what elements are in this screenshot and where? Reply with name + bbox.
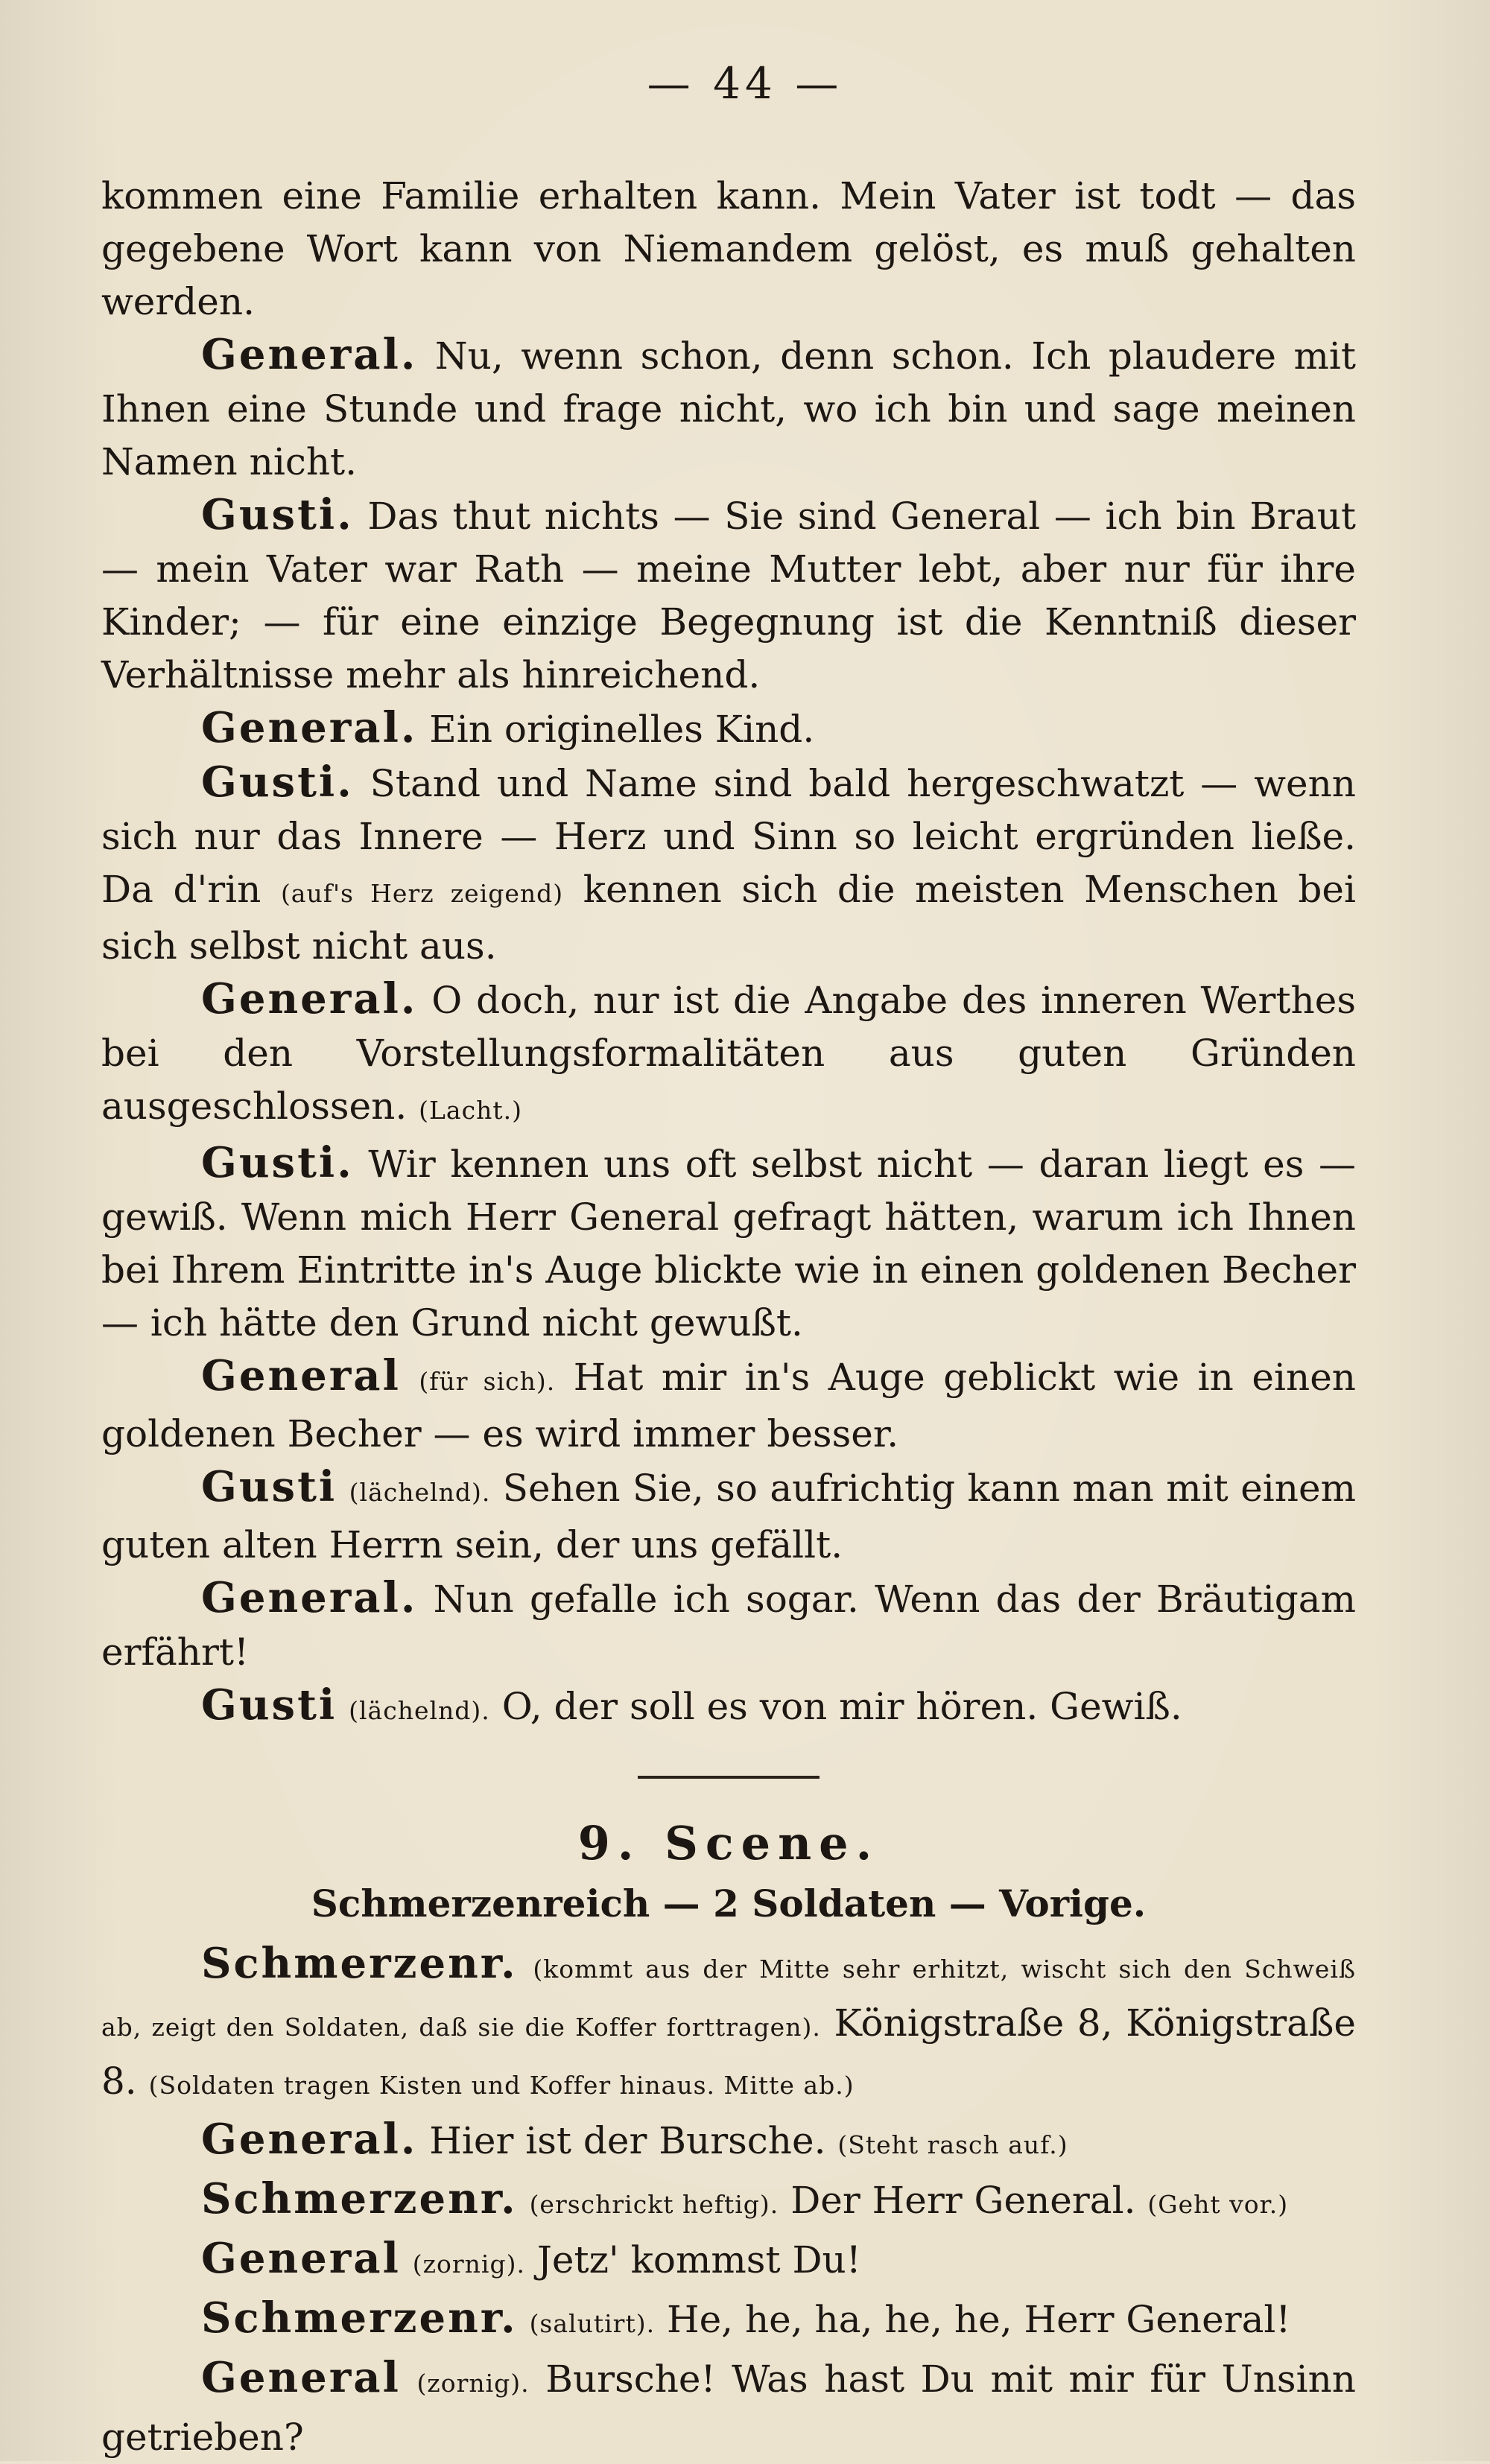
speech-text: Stand und Name sind bald hergeschwatzt — wenn sich nur das Innere — Herz und Sinn so leicht ergründen ließe. Da d'rin	[101, 762, 1356, 911]
stage-direction: (Steht rasch auf.)	[837, 2130, 1068, 2159]
dialogue-line	[101, 1937, 1356, 2112]
speech-text: Hier ist der Bursche.	[429, 2119, 826, 2162]
stage-direction: (Lacht.)	[419, 1096, 522, 1125]
speaker-name: Gusti.	[201, 490, 354, 539]
speaker-name: General.	[201, 2115, 418, 2164]
stage-direction: (zornig).	[416, 2369, 530, 2398]
page-number: — 44 —	[647, 58, 843, 109]
dialogue-line	[101, 489, 1356, 702]
stage-direction: (Soldaten tragen Kisten und Koffer hinaus. Mitte ab.)	[148, 2071, 855, 2100]
scene-cast: Schmerzenreich — 2 Soldaten — Vorige.	[311, 1882, 1147, 1925]
speaker-name: Schmerzenr.	[201, 2293, 518, 2343]
stage-direction: (lächelnd).	[349, 1478, 491, 1507]
dialogue-line	[101, 328, 1356, 489]
stage-direction: (für sich).	[419, 1367, 556, 1396]
stage-direction: (salutirt).	[529, 2309, 656, 2338]
speaker-name: General	[201, 1351, 401, 1400]
dialogue-line	[101, 2351, 1356, 2464]
stage-direction: (erschrickt heftig).	[529, 2190, 779, 2219]
speaker-name: General.	[201, 703, 418, 752]
speech-text: kennen sich die meisten Menschen bei sich selbst nicht aus.	[101, 868, 1356, 968]
stage-direction: (Geht vor.)	[1147, 2190, 1289, 2219]
speech-text: Das thut nichts — Sie sind General — ich bin Braut — mein Vater war Rath — meine Mutter lebt, aber nur für ihre Kinder; — für eine einzige Begegnung ist die Kenntniß dieser Verhältnisse mehr als hinreichend.	[101, 495, 1356, 696]
dialogue-line	[101, 1572, 1356, 1679]
speech-text: O doch, nur ist die Angabe des inneren Werthes bei den Vorstellungsformalitäten aus guten Gründen ausgeschlossen.	[101, 979, 1356, 1128]
continuation-paragraph: kommen eine Familie erhalten kann. Mein Vater ist todt — das gegebene Wort kann von Niemandem gelöst, es muß gehalten werden.	[101, 174, 1356, 323]
speaker-name: General	[201, 2353, 401, 2402]
speaker-name: Schmerzenr.	[201, 2174, 518, 2223]
dialogue-line	[101, 1137, 1356, 1350]
speech-text: Wir kennen uns oft selbst nicht — daran liegt es — gewiß. Wenn mich Herr General gefragt hätten, warum ich Ihnen bei Ihrem Eintritte in's Auge blickte wie in einen goldenen Becher — ich hätte den Grund nicht gewußt.	[101, 1143, 1356, 1344]
speech-text: Königstraße 8, Königstraße 8.	[101, 2001, 1356, 2103]
dialogue-line	[101, 2232, 1356, 2291]
speech-text: Bursche! Was hast Du mit mir für Unsinn getrieben?	[101, 2357, 1356, 2459]
dialogue-line	[101, 973, 1356, 1137]
section-divider	[638, 1776, 820, 1779]
speaker-name: General.	[201, 330, 418, 379]
speaker-name: Gusti	[201, 1462, 337, 1511]
speech-text: Hat mir in's Auge geblickt wie in einen goldenen Becher — es wird immer besser.	[101, 1356, 1356, 1455]
speech-text: He, he, ha, he, he, Herr General!	[666, 2298, 1291, 2341]
stage-direction: (lächelnd).	[349, 1696, 490, 1725]
dialogue-line	[101, 1350, 1356, 1461]
scene-section	[101, 1812, 1356, 2464]
speech-text: Der Herr General.	[790, 2179, 1136, 2222]
speech-text: Jetz' kommst Du!	[536, 2238, 861, 2282]
dialogue-line	[101, 1461, 1356, 1572]
dialogue-line	[101, 756, 1356, 973]
dialogue-line	[101, 2112, 1356, 2172]
speech-text: Sehen Sie, so aufrichtig kann man mit einem guten alten Herrn sein, der uns gefällt.	[101, 1467, 1356, 1566]
scene-title: 9. Scene.	[577, 1816, 880, 1870]
speech-text: O, der soll es von mir hören. Gewiß.	[501, 1685, 1182, 1728]
stage-direction: (zornig).	[412, 2249, 525, 2279]
speech-text: Ein originelles Kind.	[429, 708, 815, 751]
page-text	[101, 170, 1356, 2464]
dialogue-line	[101, 2172, 1356, 2232]
dialogue-line	[101, 702, 1356, 756]
speaker-name: General.	[201, 974, 418, 1023]
stage-direction: (auf's Herz zeigend)	[280, 879, 564, 908]
speaker-name: General.	[201, 1573, 418, 1622]
stage-direction: (kommt aus der Mitte sehr erhitzt, wischt sich den Schweiß ab, zeigt den Soldaten, daß sie die Koffer forttragen).	[101, 1955, 1356, 2042]
dialogue-line	[101, 2291, 1356, 2351]
speaker-name: Gusti	[201, 1680, 337, 1730]
speaker-name: Gusti.	[201, 1138, 354, 1187]
speaker-name: Schmerzenr.	[201, 1939, 518, 1988]
speaker-name: Gusti.	[201, 758, 354, 807]
speech-text: Nu, wenn schon, denn schon. Ich plaudere mit Ihnen eine Stunde und frage nicht, wo ich bin und sage meinen Namen nicht.	[101, 334, 1356, 483]
speaker-name: General	[201, 2234, 401, 2283]
dialogue-line	[101, 1679, 1356, 1737]
speech-text: Nun gefalle ich sogar. Wenn das der Bräutigam erfährt!	[101, 1578, 1356, 1674]
